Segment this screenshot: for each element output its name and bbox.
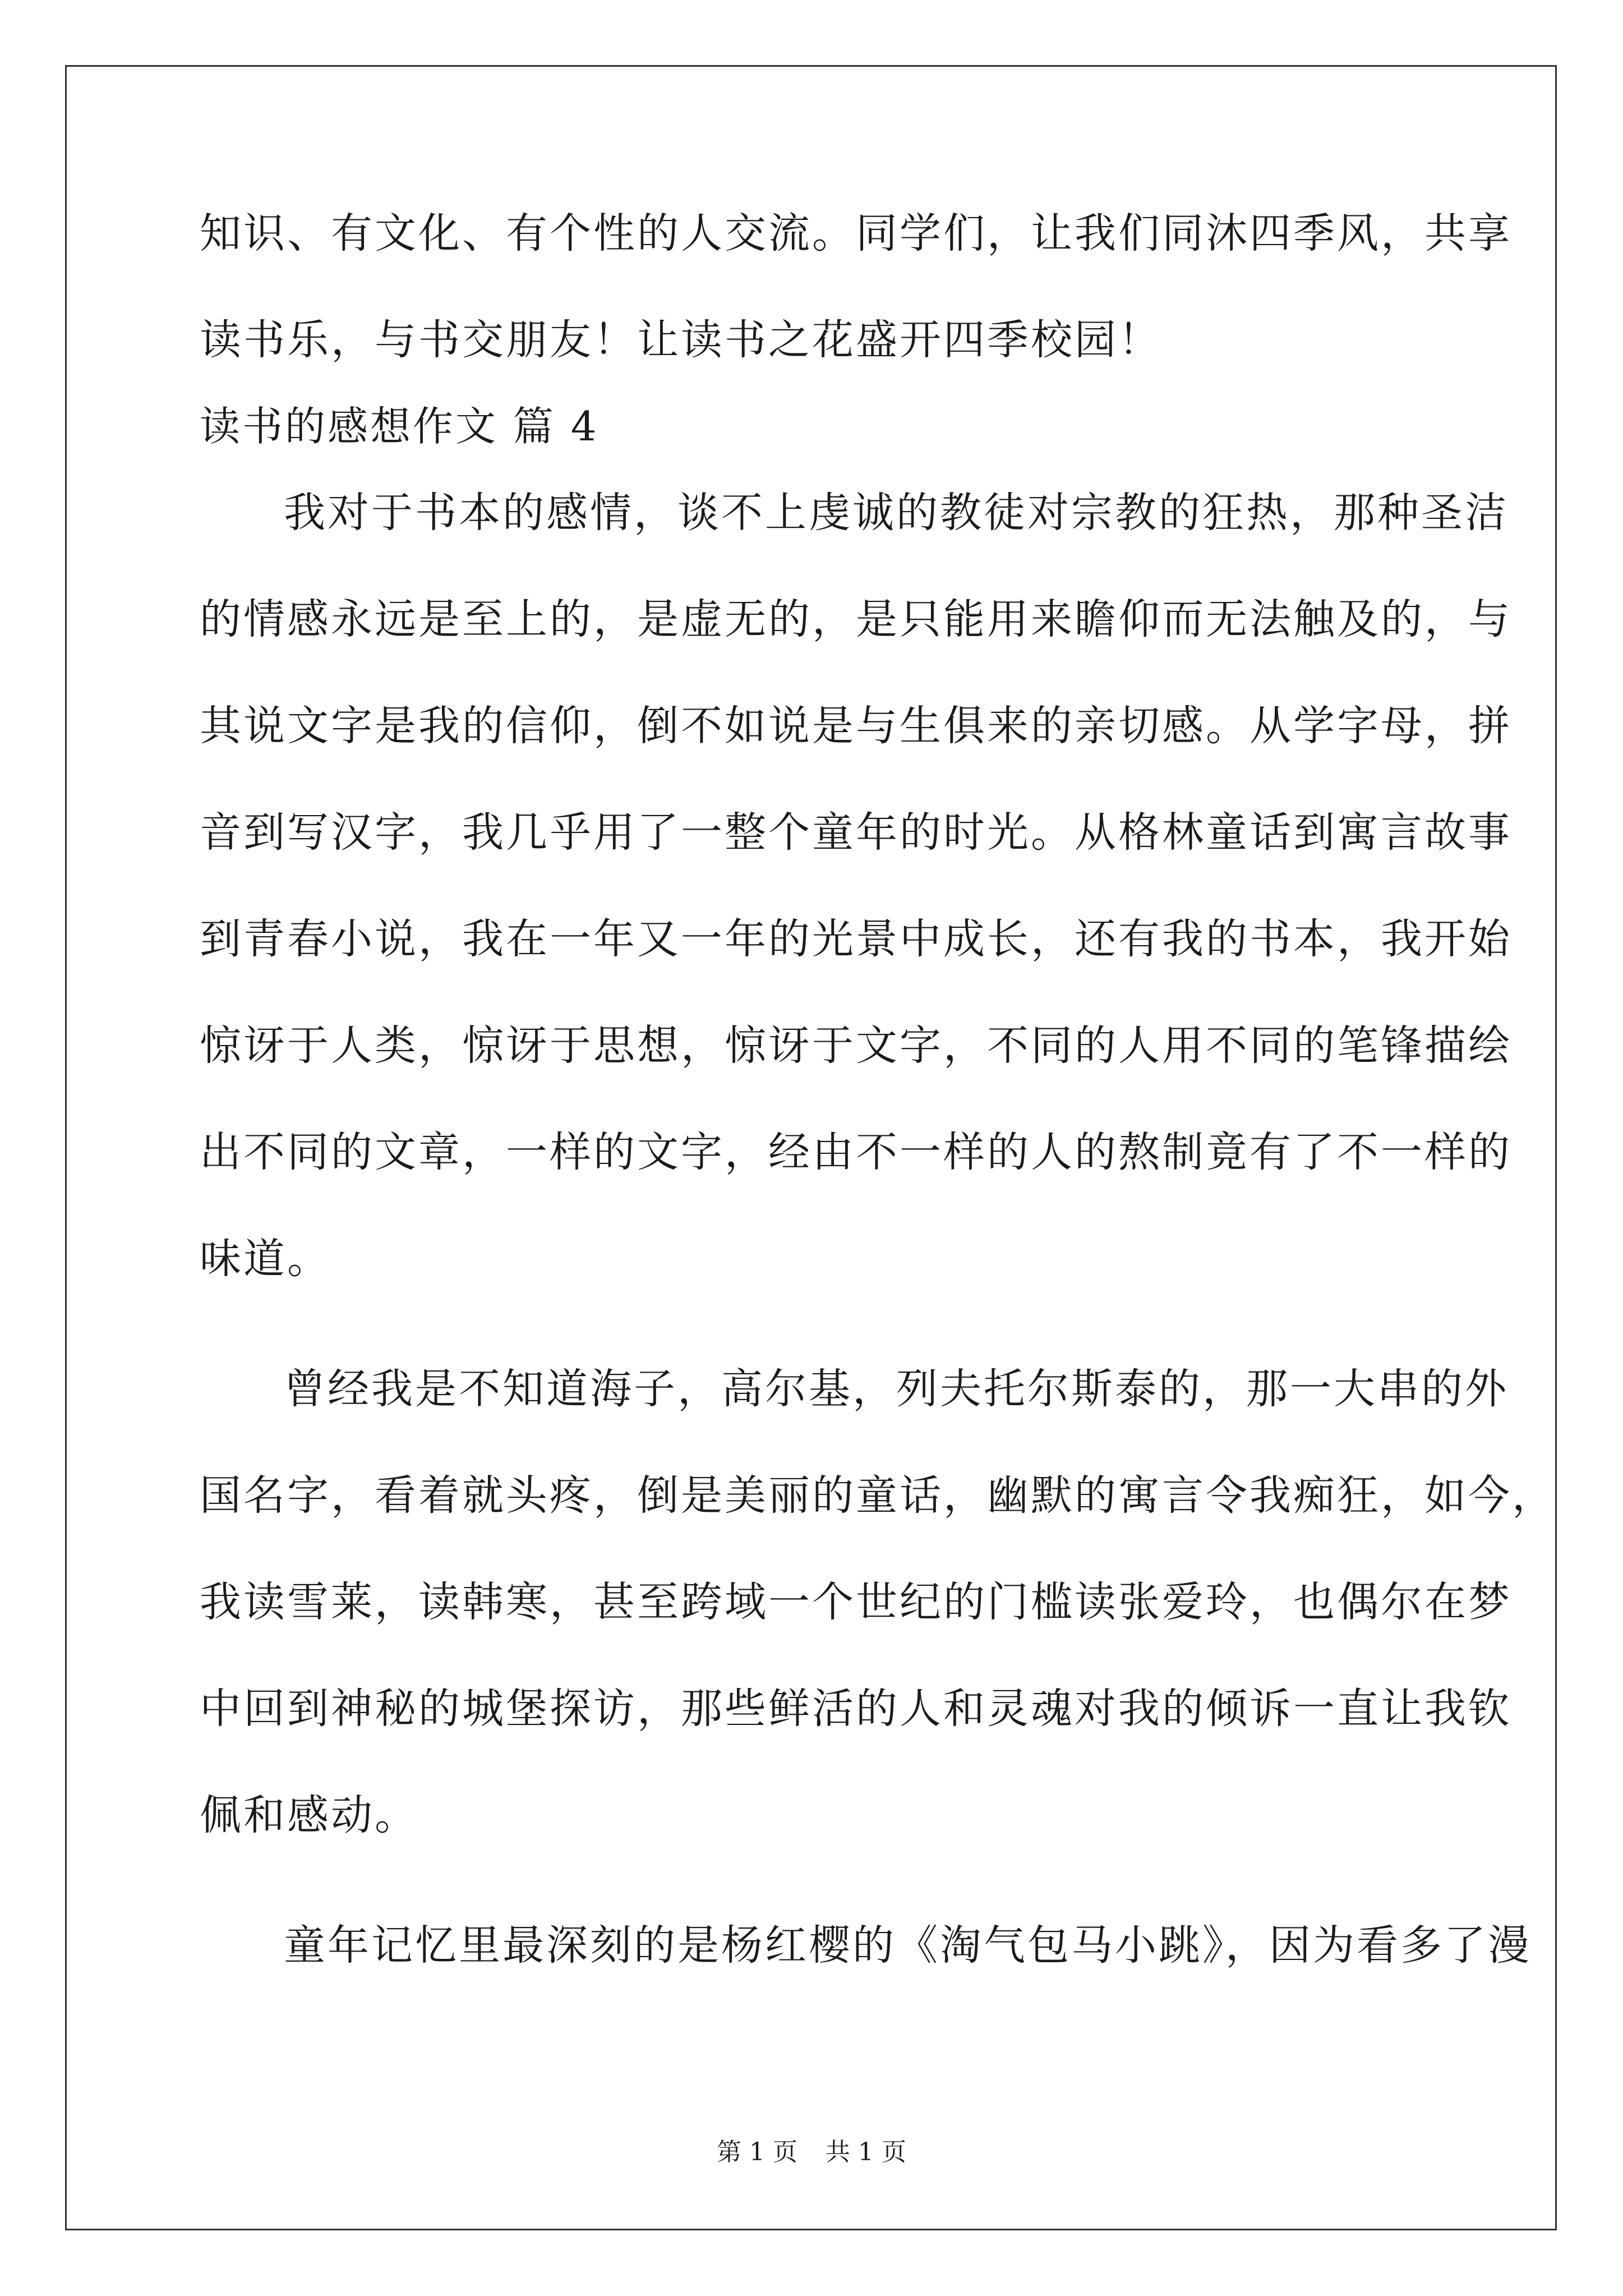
page-number-current: 第 1 页 [717, 2138, 797, 2166]
document-body [200, 208, 1556, 1971]
paragraph-line: 惊讶于人类，惊讶于思想，惊讶于文字，不同的人用不同的笔锋描绘 [200, 1022, 1512, 1070]
paragraph-line: 味道。 [200, 1235, 331, 1283]
paragraph-line: 曾经我是不知道海子，高尔基，列夫托尔斯泰的，那一大串的外 [284, 1365, 1509, 1413]
paragraph-line: 到青春小说，我在一年又一年的光景中成长，还有我的书本，我开始 [200, 915, 1512, 963]
page-number-total: 共 1 页 [826, 2138, 906, 2166]
paragraph-line: 佩和感动。 [200, 1791, 418, 1839]
page-footer [0, 2132, 1623, 2168]
paragraph-line: 音到写汉字，我几乎用了一整个童年的时光。从格林童话到寓言故事 [200, 808, 1512, 857]
paragraph-line: 中回到神秘的城堡探访，那些鲜活的人和灵魂对我的倾诉一直让我钦 [200, 1685, 1512, 1733]
paragraph-line: 的情感永远是至上的，是虚无的，是只能用来瞻仰而无法触及的，与 [200, 595, 1512, 643]
paragraph-line: 童年记忆里最深刻的是杨红樱的《淘气包马小跳》，因为看多了漫 [284, 1921, 1532, 1970]
paragraph-line: 国名字，看着就头疼，倒是美丽的童话，幽默的寓言令我痴狂，如今， [200, 1471, 1556, 1520]
section-heading: 读书的感想作文 篇 4 [200, 403, 599, 450]
paragraph-line: 我读雪莱，读韩寒，甚至跨域一个世纪的门槛读张爱玲，也偶尔在梦 [200, 1578, 1512, 1626]
paragraph-line: 其说文字是我的信仰，倒不如说是与生俱来的亲切感。从学字母，拼 [200, 702, 1512, 750]
paragraph-line: 出不同的文章，一样的文字，经由不一样的人的熬制竟有了不一样的 [200, 1128, 1512, 1176]
text-line: 读书乐，与书交朋友！让读书之花盛开四季校园！ [200, 316, 1162, 364]
paragraph-line: 我对于书本的感情，谈不上虔诚的教徒对宗教的狂热，那种圣洁 [284, 489, 1509, 537]
text-line: 知识、有文化、有个性的人交流。同学们，让我们同沐四季风，共享 [200, 209, 1512, 257]
